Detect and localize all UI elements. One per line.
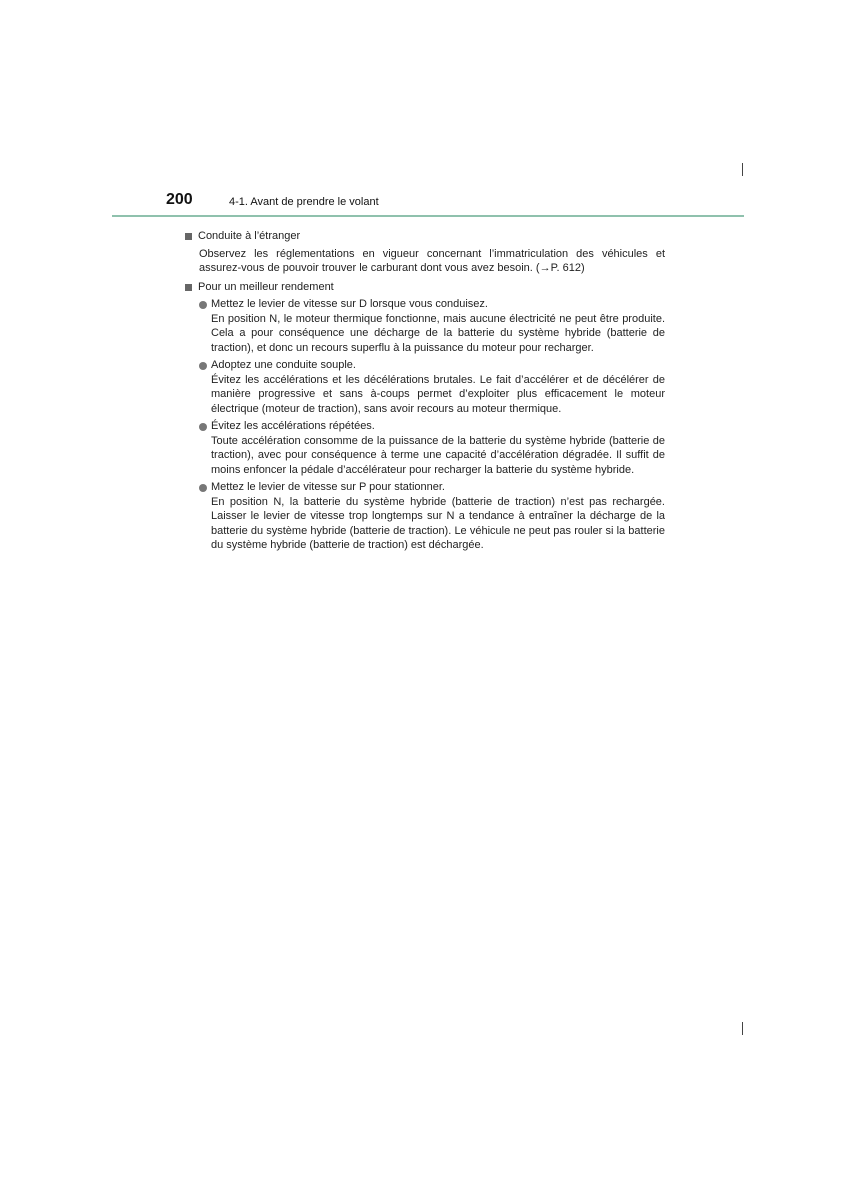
bullet-title: Adoptez une conduite souple. bbox=[211, 359, 356, 371]
page-number: 200 bbox=[166, 191, 193, 208]
bullet-title: Évitez les accélérations répétées. bbox=[211, 420, 375, 432]
crop-mark-bottom bbox=[742, 1022, 743, 1035]
bullet-item bbox=[185, 358, 665, 416]
square-bullet-icon bbox=[185, 284, 192, 291]
paragraph-abroad: Observez les réglementations en vigueur concernant l’immatriculation des véhicules et assurez-vous de pouvoir trouver le carburant dont vous avez besoin. (→P. 612) bbox=[199, 247, 665, 274]
heading-efficiency-text: Pour un meilleur rendement bbox=[198, 280, 334, 293]
page-content bbox=[185, 225, 665, 556]
crop-mark-top bbox=[742, 163, 743, 176]
bullet-body: Évitez les accélérations et les décélérations brutales. Le fait d’accélérer et de décélérer de manière progressive et sans à-coups permet d’exploiter plus efficacement le moteur électrique (moteur de traction), sans avoir recours au moteur thermique. bbox=[211, 373, 665, 415]
bullet-body: Toute accélération consomme de la puissance de la batterie du système hybride (batterie de traction), avec pour conséquence à terme une capacité d’accélération dégradée. Il suffit de moins enfoncer la pédale d’accélérateur pour recharger la batterie du système hybride. bbox=[211, 434, 665, 476]
circle-bullet-icon bbox=[199, 423, 207, 431]
heading-abroad bbox=[185, 229, 665, 244]
bullet-item bbox=[185, 297, 665, 355]
heading-abroad-text: Conduite à l’étranger bbox=[198, 230, 301, 242]
bullet-item bbox=[185, 419, 665, 477]
header-rule bbox=[112, 215, 744, 217]
square-bullet-icon bbox=[185, 233, 192, 240]
bullet-title: Mettez le levier de vitesse sur P pour stationner. bbox=[211, 481, 445, 493]
bullet-title: Mettez le levier de vitesse sur D lorsque vous conduisez. bbox=[211, 298, 488, 310]
bullet-item bbox=[185, 480, 665, 553]
bullet-body: En position N, le moteur thermique fonctionne, mais aucune électricité ne peut être produite. Cela a pour conséquence une décharge de la batterie du système hybride (batterie de traction), et donc un recours superflu à la puissance du moteur pour recharger. bbox=[211, 312, 665, 354]
circle-bullet-icon bbox=[199, 484, 207, 492]
heading-efficiency bbox=[185, 280, 665, 295]
circle-bullet-icon bbox=[199, 362, 207, 370]
section-title: 4-1. Avant de prendre le volant bbox=[229, 196, 379, 208]
bullet-body: En position N, la batterie du système hybride (batterie de traction) n’est pas rechargée. Laisser le levier de vitesse trop longtemps sur N a tendance à entraîner la décharge de la batterie du système hybride (batterie de traction). Le véhicule ne peut pas rouler si la batterie du système hybride (batterie de traction) est déchargée. bbox=[211, 495, 665, 551]
circle-bullet-icon bbox=[199, 301, 207, 309]
